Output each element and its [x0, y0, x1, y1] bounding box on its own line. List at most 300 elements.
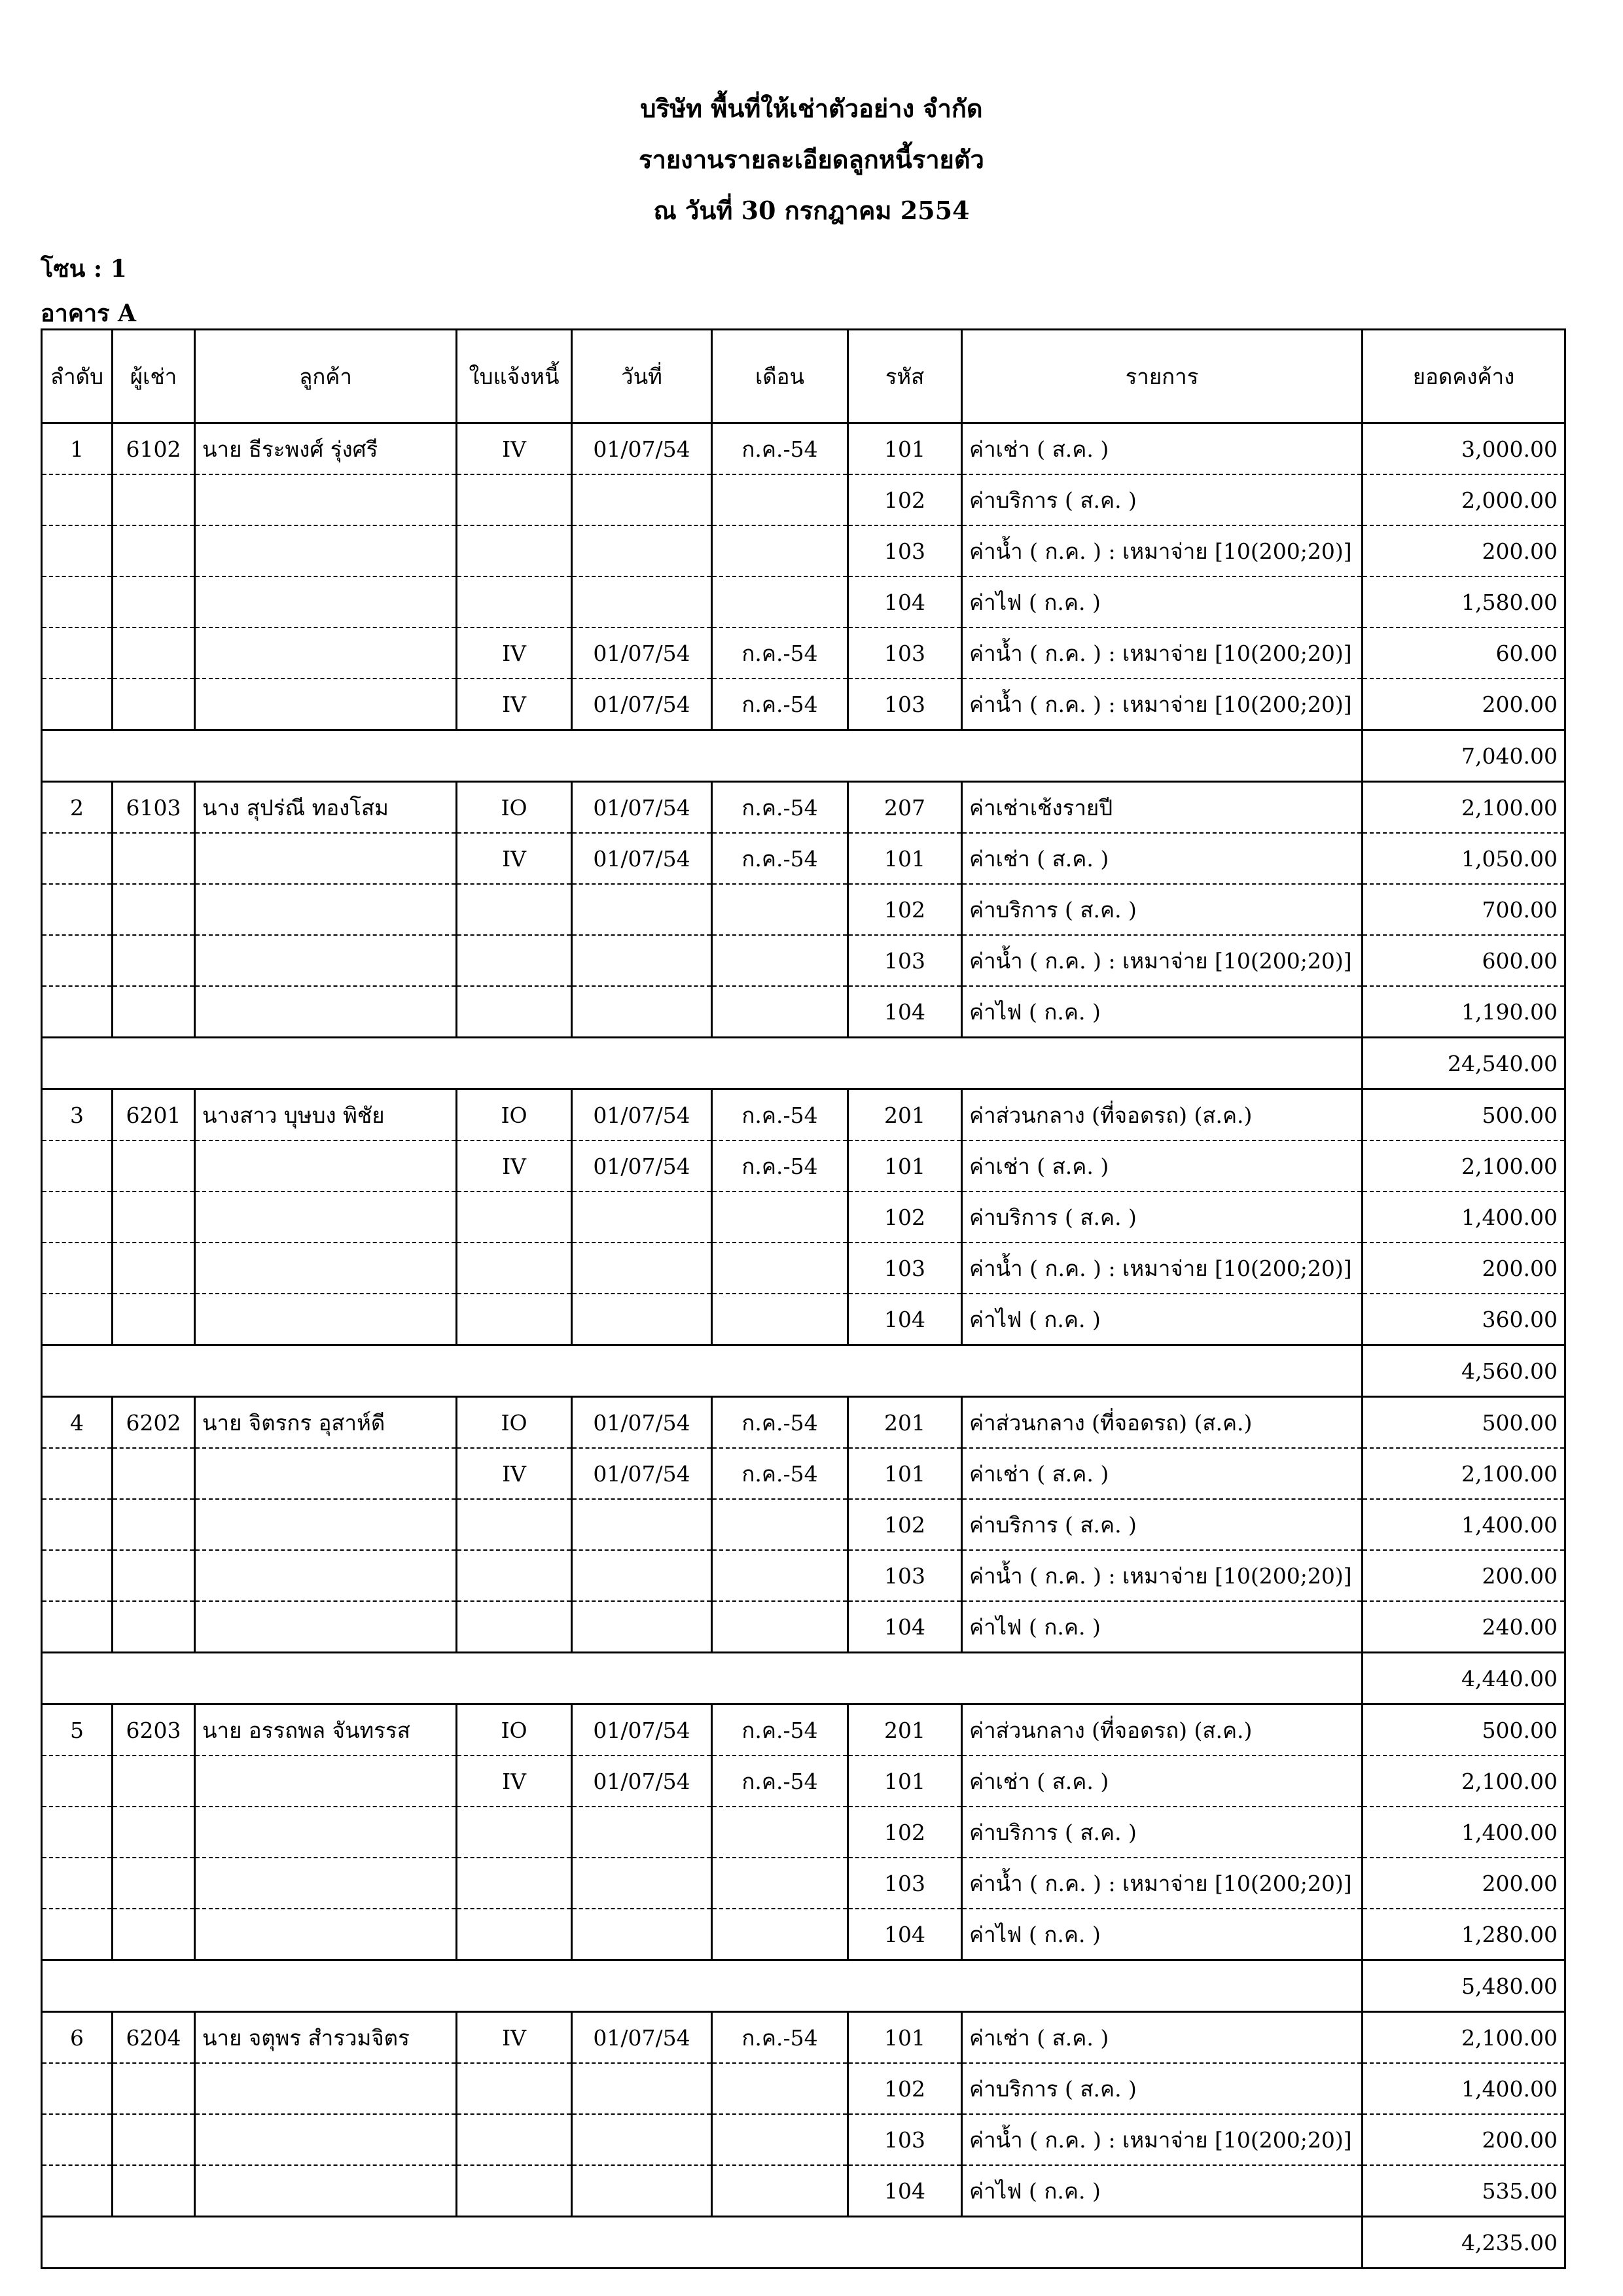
- seq-cell: [42, 2063, 113, 2114]
- month-cell: ก.ค.-54: [712, 679, 848, 730]
- amount-cell: 1,400.00: [1363, 1192, 1565, 1243]
- customer-cell: [195, 2165, 457, 2217]
- month-cell: ก.ค.-54: [712, 833, 848, 884]
- amount-cell: 2,100.00: [1363, 2012, 1565, 2064]
- code-cell: 201: [848, 1704, 962, 1756]
- subtotal-spacer: [42, 730, 1363, 782]
- tenant-cell: [113, 1601, 195, 1653]
- item-cell: ค่าส่วนกลาง (ที่จอดรถ) (ส.ค.): [962, 1397, 1363, 1449]
- table-row: [42, 2012, 1565, 2064]
- item-cell: ค่าไฟ ( ก.ค. ): [962, 1294, 1363, 1345]
- month-cell: [712, 1243, 848, 1294]
- seq-cell: 6: [42, 2012, 113, 2064]
- seq-cell: [42, 1807, 113, 1858]
- date-cell: [572, 1499, 712, 1550]
- seq-cell: [42, 679, 113, 730]
- month-cell: [712, 884, 848, 935]
- code-cell: 101: [848, 2012, 962, 2064]
- item-cell: ค่าน้ำ ( ก.ค. ) : เหมาจ่าย [10(200;20)]: [962, 525, 1363, 576]
- invoice-cell: [457, 884, 572, 935]
- item-cell: ค่าบริการ ( ส.ค. ): [962, 1807, 1363, 1858]
- invoice-cell: [457, 1550, 572, 1601]
- subtotal-spacer: [42, 1345, 1363, 1397]
- table-row: [42, 833, 1565, 884]
- table-row: [42, 627, 1565, 679]
- code-cell: 102: [848, 474, 962, 525]
- date-cell: [572, 2114, 712, 2165]
- tenant-cell: [113, 2114, 195, 2165]
- code-cell: 103: [848, 935, 962, 986]
- amount-cell: 200.00: [1363, 1858, 1565, 1909]
- tenant-cell: [113, 2165, 195, 2217]
- code-cell: 101: [848, 833, 962, 884]
- amount-cell: 200.00: [1363, 1243, 1565, 1294]
- invoice-cell: [457, 1243, 572, 1294]
- seq-cell: [42, 1140, 113, 1192]
- company-name: บริษัท พื้นที่ให้เช่าตัวอย่าง จำกัด: [640, 94, 983, 123]
- subtotal-spacer: [42, 1653, 1363, 1704]
- tenant-cell: [113, 474, 195, 525]
- tenant-cell: [113, 1756, 195, 1807]
- month-cell: [712, 2165, 848, 2217]
- seq-cell: [42, 1192, 113, 1243]
- code-cell: 104: [848, 1294, 962, 1345]
- item-cell: ค่าบริการ ( ส.ค. ): [962, 2063, 1363, 2114]
- date-cell: 01/07/54: [572, 1756, 712, 1807]
- amount-cell: 200.00: [1363, 1550, 1565, 1601]
- code-cell: 104: [848, 2165, 962, 2217]
- subtotal-row: [42, 1038, 1565, 1089]
- customer-cell: นาย จตุพร สำรวมจิตร: [195, 2012, 457, 2064]
- code-cell: 102: [848, 1192, 962, 1243]
- tenant-cell: [113, 1294, 195, 1345]
- tenant-cell: [113, 1909, 195, 1960]
- tenant-cell: [113, 1807, 195, 1858]
- date-cell: 01/07/54: [572, 1089, 712, 1141]
- date-cell: [572, 935, 712, 986]
- month-cell: [712, 986, 848, 1038]
- tenant-cell: [113, 525, 195, 576]
- invoice-cell: [457, 525, 572, 576]
- amount-cell: 500.00: [1363, 1089, 1565, 1141]
- seq-cell: [42, 1499, 113, 1550]
- seq-cell: [42, 2165, 113, 2217]
- subtotal-row: [42, 2217, 1565, 2269]
- code-cell: 101: [848, 1140, 962, 1192]
- invoice-cell: [457, 576, 572, 627]
- table-row: [42, 1192, 1565, 1243]
- subtotal-row: [42, 1345, 1565, 1397]
- month-cell: ก.ค.-54: [712, 2012, 848, 2064]
- customer-cell: [195, 1909, 457, 1960]
- col-header-date: วันที่: [572, 330, 712, 423]
- amount-cell: 500.00: [1363, 1397, 1565, 1449]
- invoice-cell: IV: [457, 1448, 572, 1499]
- month-cell: ก.ค.-54: [712, 627, 848, 679]
- amount-cell: 1,580.00: [1363, 576, 1565, 627]
- amount-cell: 60.00: [1363, 627, 1565, 679]
- amount-cell: 2,100.00: [1363, 1756, 1565, 1807]
- customer-cell: [195, 576, 457, 627]
- code-cell: 101: [848, 423, 962, 475]
- amount-cell: 200.00: [1363, 525, 1565, 576]
- table-row: [42, 1756, 1565, 1807]
- customer-cell: [195, 1294, 457, 1345]
- item-cell: ค่าไฟ ( ก.ค. ): [962, 986, 1363, 1038]
- customer-cell: [195, 1192, 457, 1243]
- table-row: [42, 782, 1565, 834]
- subtotal-amount: 4,235.00: [1363, 2217, 1565, 2269]
- customer-cell: [195, 2063, 457, 2114]
- code-cell: 104: [848, 1601, 962, 1653]
- table-row: [42, 884, 1565, 935]
- seq-cell: [42, 525, 113, 576]
- month-cell: [712, 1858, 848, 1909]
- item-cell: ค่าไฟ ( ก.ค. ): [962, 2165, 1363, 2217]
- amount-cell: 240.00: [1363, 1601, 1565, 1653]
- tenant-cell: [113, 884, 195, 935]
- zone-label: โซน : 1: [41, 255, 127, 283]
- code-cell: 103: [848, 627, 962, 679]
- subtotal-amount: 4,560.00: [1363, 1345, 1565, 1397]
- month-cell: ก.ค.-54: [712, 1704, 848, 1756]
- item-cell: ค่าน้ำ ( ก.ค. ) : เหมาจ่าย [10(200;20)]: [962, 1858, 1363, 1909]
- subtotal-row: [42, 730, 1565, 782]
- seq-cell: 3: [42, 1089, 113, 1141]
- seq-cell: [42, 1550, 113, 1601]
- customer-cell: [195, 525, 457, 576]
- month-cell: [712, 525, 848, 576]
- date-cell: 01/07/54: [572, 2012, 712, 2064]
- col-header-code: รหัส: [848, 330, 962, 423]
- month-cell: [712, 1499, 848, 1550]
- amount-cell: 700.00: [1363, 884, 1565, 935]
- customer-cell: [195, 1448, 457, 1499]
- item-cell: ค่าน้ำ ( ก.ค. ) : เหมาจ่าย [10(200;20)]: [962, 679, 1363, 730]
- subtotal-amount: 4,440.00: [1363, 1653, 1565, 1704]
- customer-cell: นาง สุปร่ณี ทองโสม: [195, 782, 457, 834]
- tenant-cell: [113, 1499, 195, 1550]
- customer-cell: นาย อรรถพล จันทรรส: [195, 1704, 457, 1756]
- date-cell: 01/07/54: [572, 1704, 712, 1756]
- table-row: [42, 679, 1565, 730]
- table-row: [42, 1704, 1565, 1756]
- tenant-cell: 6201: [113, 1089, 195, 1141]
- amount-cell: 1,400.00: [1363, 1807, 1565, 1858]
- item-cell: ค่าน้ำ ( ก.ค. ) : เหมาจ่าย [10(200;20)]: [962, 1550, 1363, 1601]
- report-date: ณ วันที่ 30 กรกฎาคม 2554: [653, 196, 970, 225]
- tenant-cell: [113, 1140, 195, 1192]
- table-row: [42, 1294, 1565, 1345]
- invoice-cell: [457, 474, 572, 525]
- tenant-cell: [113, 1243, 195, 1294]
- table-row: [42, 1807, 1565, 1858]
- tenant-cell: [113, 1550, 195, 1601]
- code-cell: 103: [848, 1243, 962, 1294]
- item-cell: ค่าบริการ ( ส.ค. ): [962, 1192, 1363, 1243]
- table-row: [42, 2063, 1565, 2114]
- code-cell: 104: [848, 986, 962, 1038]
- invoice-cell: IO: [457, 1704, 572, 1756]
- table-header-row: [42, 330, 1565, 423]
- code-cell: 201: [848, 1089, 962, 1141]
- month-cell: [712, 474, 848, 525]
- month-cell: [712, 2063, 848, 2114]
- item-cell: ค่าไฟ ( ก.ค. ): [962, 576, 1363, 627]
- table-row: [42, 1448, 1565, 1499]
- invoice-cell: [457, 1601, 572, 1653]
- date-cell: [572, 1858, 712, 1909]
- amount-cell: 600.00: [1363, 935, 1565, 986]
- amount-cell: 2,000.00: [1363, 474, 1565, 525]
- month-cell: ก.ค.-54: [712, 1089, 848, 1141]
- tenant-cell: [113, 679, 195, 730]
- tenant-cell: [113, 986, 195, 1038]
- month-cell: [712, 1807, 848, 1858]
- invoice-cell: IO: [457, 782, 572, 834]
- seq-cell: [42, 986, 113, 1038]
- date-cell: [572, 525, 712, 576]
- month-cell: ก.ค.-54: [712, 1397, 848, 1449]
- month-cell: [712, 1601, 848, 1653]
- customer-cell: นาย จิตรกร อุสาห์ดี: [195, 1397, 457, 1449]
- subtotal-spacer: [42, 1038, 1363, 1089]
- seq-cell: [42, 474, 113, 525]
- invoice-cell: IV: [457, 423, 572, 475]
- customer-cell: นาย ธีระพงศ์ รุ่งศรี: [195, 423, 457, 475]
- customer-cell: [195, 1858, 457, 1909]
- invoice-cell: IO: [457, 1089, 572, 1141]
- date-cell: [572, 1550, 712, 1601]
- date-cell: [572, 1909, 712, 1960]
- date-cell: [572, 2063, 712, 2114]
- amount-cell: 360.00: [1363, 1294, 1565, 1345]
- tenant-cell: [113, 1448, 195, 1499]
- invoice-cell: [457, 1294, 572, 1345]
- amount-cell: 535.00: [1363, 2165, 1565, 2217]
- date-cell: 01/07/54: [572, 423, 712, 475]
- amount-cell: 2,100.00: [1363, 782, 1565, 834]
- col-header-tenant: ผู้เช่า: [113, 330, 195, 423]
- date-cell: 01/07/54: [572, 1448, 712, 1499]
- customer-cell: [195, 884, 457, 935]
- invoice-cell: [457, 2063, 572, 2114]
- date-cell: 01/07/54: [572, 1140, 712, 1192]
- table-row: [42, 1909, 1565, 1960]
- seq-cell: [42, 1448, 113, 1499]
- amount-cell: 1,050.00: [1363, 833, 1565, 884]
- amount-cell: 1,400.00: [1363, 2063, 1565, 2114]
- invoice-cell: [457, 1858, 572, 1909]
- invoice-cell: [457, 1909, 572, 1960]
- date-cell: [572, 986, 712, 1038]
- code-cell: 103: [848, 1550, 962, 1601]
- item-cell: ค่าเช่าเช้งรายปี: [962, 782, 1363, 834]
- code-cell: 102: [848, 1499, 962, 1550]
- customer-cell: [195, 1601, 457, 1653]
- code-cell: 103: [848, 679, 962, 730]
- table-row: [42, 1499, 1565, 1550]
- col-header-month: เดือน: [712, 330, 848, 423]
- invoice-cell: IV: [457, 833, 572, 884]
- tenant-cell: [113, 833, 195, 884]
- seq-cell: [42, 1909, 113, 1960]
- tenant-cell: 6202: [113, 1397, 195, 1449]
- amount-cell: 500.00: [1363, 1704, 1565, 1756]
- tenant-cell: [113, 576, 195, 627]
- month-cell: ก.ค.-54: [712, 1140, 848, 1192]
- subtotal-amount: 7,040.00: [1363, 730, 1565, 782]
- customer-cell: [195, 1499, 457, 1550]
- month-cell: [712, 1550, 848, 1601]
- seq-cell: [42, 1601, 113, 1653]
- date-cell: [572, 2165, 712, 2217]
- invoice-cell: [457, 935, 572, 986]
- invoice-cell: [457, 2114, 572, 2165]
- tenant-cell: 6203: [113, 1704, 195, 1756]
- table-row: [42, 2165, 1565, 2217]
- date-cell: 01/07/54: [572, 1397, 712, 1449]
- invoice-cell: IV: [457, 1140, 572, 1192]
- col-header-seq: ลำดับ: [42, 330, 113, 423]
- amount-cell: 3,000.00: [1363, 423, 1565, 475]
- subtotal-amount: 5,480.00: [1363, 1960, 1565, 2012]
- debtor-table: [41, 328, 1566, 2269]
- invoice-cell: IV: [457, 2012, 572, 2064]
- seq-cell: [42, 1756, 113, 1807]
- tenant-cell: [113, 2063, 195, 2114]
- col-header-balance: ยอดคงค้าง: [1363, 330, 1565, 423]
- table-row: [42, 474, 1565, 525]
- invoice-cell: IV: [457, 627, 572, 679]
- item-cell: ค่าบริการ ( ส.ค. ): [962, 884, 1363, 935]
- col-header-item: รายการ: [962, 330, 1363, 423]
- table-row: [42, 1089, 1565, 1141]
- amount-cell: 1,400.00: [1363, 1499, 1565, 1550]
- seq-cell: 5: [42, 1704, 113, 1756]
- code-cell: 201: [848, 1397, 962, 1449]
- seq-cell: [42, 1858, 113, 1909]
- item-cell: ค่าน้ำ ( ก.ค. ) : เหมาจ่าย [10(200;20)]: [962, 627, 1363, 679]
- invoice-cell: [457, 2165, 572, 2217]
- seq-cell: 4: [42, 1397, 113, 1449]
- item-cell: ค่าไฟ ( ก.ค. ): [962, 1601, 1363, 1653]
- code-cell: 104: [848, 576, 962, 627]
- customer-cell: [195, 679, 457, 730]
- seq-cell: [42, 576, 113, 627]
- date-cell: [572, 474, 712, 525]
- month-cell: ก.ค.-54: [712, 423, 848, 475]
- customer-cell: [195, 935, 457, 986]
- table-row: [42, 1397, 1565, 1449]
- table-row: [42, 1550, 1565, 1601]
- amount-cell: 1,190.00: [1363, 986, 1565, 1038]
- tenant-cell: 6204: [113, 2012, 195, 2064]
- date-cell: [572, 884, 712, 935]
- month-cell: [712, 1192, 848, 1243]
- seq-cell: 1: [42, 423, 113, 475]
- tenant-cell: [113, 1858, 195, 1909]
- amount-cell: 200.00: [1363, 2114, 1565, 2165]
- item-cell: ค่าน้ำ ( ก.ค. ) : เหมาจ่าย [10(200;20)]: [962, 935, 1363, 986]
- month-cell: ก.ค.-54: [712, 1448, 848, 1499]
- seq-cell: [42, 2114, 113, 2165]
- item-cell: ค่าเช่า ( ส.ค. ): [962, 2012, 1363, 2064]
- month-cell: ก.ค.-54: [712, 782, 848, 834]
- item-cell: ค่าเช่า ( ส.ค. ): [962, 1756, 1363, 1807]
- date-cell: [572, 1294, 712, 1345]
- date-cell: [572, 1601, 712, 1653]
- code-cell: 102: [848, 884, 962, 935]
- item-cell: ค่าส่วนกลาง (ที่จอดรถ) (ส.ค.): [962, 1704, 1363, 1756]
- code-cell: 104: [848, 1909, 962, 1960]
- customer-cell: [195, 1140, 457, 1192]
- date-cell: 01/07/54: [572, 627, 712, 679]
- month-cell: [712, 1294, 848, 1345]
- code-cell: 103: [848, 2114, 962, 2165]
- subtotal-spacer: [42, 2217, 1363, 2269]
- seq-cell: [42, 884, 113, 935]
- item-cell: ค่าส่วนกลาง (ที่จอดรถ) (ส.ค.): [962, 1089, 1363, 1141]
- item-cell: ค่าเช่า ( ส.ค. ): [962, 1448, 1363, 1499]
- month-cell: [712, 935, 848, 986]
- invoice-cell: IO: [457, 1397, 572, 1449]
- amount-cell: 2,100.00: [1363, 1448, 1565, 1499]
- invoice-cell: [457, 986, 572, 1038]
- customer-cell: [195, 627, 457, 679]
- code-cell: 103: [848, 1858, 962, 1909]
- item-cell: ค่าไฟ ( ก.ค. ): [962, 1909, 1363, 1960]
- tenant-cell: [113, 935, 195, 986]
- table-row: [42, 935, 1565, 986]
- invoice-cell: [457, 1499, 572, 1550]
- code-cell: 102: [848, 2063, 962, 2114]
- subtotal-amount: 24,540.00: [1363, 1038, 1565, 1089]
- item-cell: ค่าเช่า ( ส.ค. ): [962, 423, 1363, 475]
- table-row: [42, 525, 1565, 576]
- customer-cell: [195, 2114, 457, 2165]
- item-cell: ค่าบริการ ( ส.ค. ): [962, 474, 1363, 525]
- code-cell: 101: [848, 1756, 962, 1807]
- date-cell: [572, 1192, 712, 1243]
- month-cell: [712, 576, 848, 627]
- customer-cell: [195, 986, 457, 1038]
- table-row: [42, 1243, 1565, 1294]
- table-row: [42, 423, 1565, 475]
- tenant-cell: [113, 627, 195, 679]
- customer-cell: [195, 1807, 457, 1858]
- date-cell: 01/07/54: [572, 833, 712, 884]
- amount-cell: 2,100.00: [1363, 1140, 1565, 1192]
- subtotal-row: [42, 1960, 1565, 2012]
- table-row: [42, 1858, 1565, 1909]
- customer-cell: [195, 1243, 457, 1294]
- table-row: [42, 1601, 1565, 1653]
- table-row: [42, 986, 1565, 1038]
- subtotal-spacer: [42, 1960, 1363, 2012]
- seq-cell: 2: [42, 782, 113, 834]
- invoice-cell: IV: [457, 679, 572, 730]
- date-cell: 01/07/54: [572, 782, 712, 834]
- seq-cell: [42, 935, 113, 986]
- item-cell: ค่าบริการ ( ส.ค. ): [962, 1499, 1363, 1550]
- invoice-cell: [457, 1192, 572, 1243]
- tenant-cell: [113, 1192, 195, 1243]
- date-cell: [572, 1807, 712, 1858]
- item-cell: ค่าน้ำ ( ก.ค. ) : เหมาจ่าย [10(200;20)]: [962, 1243, 1363, 1294]
- item-cell: ค่าเช่า ( ส.ค. ): [962, 833, 1363, 884]
- table-row: [42, 576, 1565, 627]
